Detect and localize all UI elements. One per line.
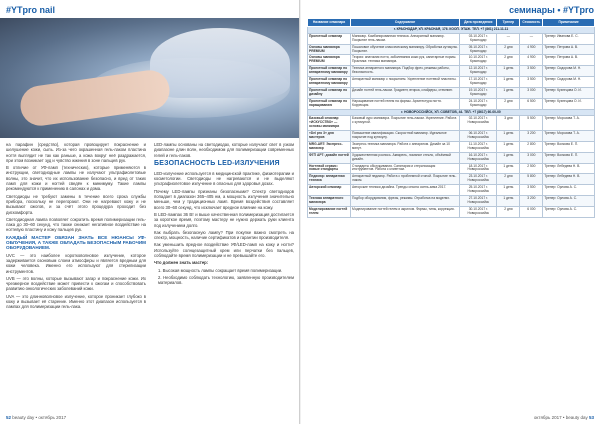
table-cell: 27.10.2017 г. Новороссийск bbox=[460, 196, 497, 207]
table-cell: 18.10.2017 г. Новороссийск bbox=[460, 163, 497, 174]
table-cell: 1 день bbox=[497, 163, 520, 174]
article-columns bbox=[6, 142, 294, 404]
table-cell: Авторские техники дизайна. Тренды сезона осень-зима 2017. bbox=[351, 185, 460, 196]
article-column-1 bbox=[6, 142, 146, 404]
table-cell: Проектный семинар по аппаратному маникюру bbox=[308, 66, 351, 77]
table-cell: Теория: анатомия ногтя, заболевания кожи рук, санитарные нормы. Практика: техника маникюра. bbox=[351, 55, 460, 66]
table-cell: 25.10.2017 г. Новороссийск bbox=[460, 185, 497, 196]
table-cell: 1 день bbox=[497, 66, 520, 77]
paragraph: Светодиодная лампа позволяет сократить время полимеризации гель-лака до 30–60 секунд, что также снижает негативное воздействие на ногтевую пластину и кожу пальцев рук. bbox=[6, 216, 146, 233]
table-row bbox=[308, 87, 595, 98]
table-row bbox=[308, 152, 595, 163]
table-cell: Авторский семинар bbox=[308, 185, 351, 196]
column-header: Примечание bbox=[543, 19, 595, 27]
table-row bbox=[308, 185, 595, 196]
table-cell: 03.10.2017 г. Краснодар bbox=[460, 33, 497, 44]
list-title: Что должен знать мастер: bbox=[154, 260, 209, 266]
left-page-footer bbox=[6, 415, 66, 420]
column-header: Дата проведения bbox=[460, 19, 497, 27]
table-cell: Основы маникюра PREMIUM bbox=[308, 44, 351, 55]
table-cell: 11.10.2017 г. Новороссийск bbox=[460, 141, 497, 152]
table-cell: 2 500 bbox=[520, 163, 543, 174]
table-cell: Подбор оборудования, фрезы, режимы. Отработка на моделях. bbox=[351, 196, 460, 207]
table-cell: Художественная роспись. Акварель, ломаное стекло, объёмный дизайн. bbox=[351, 152, 460, 163]
table-cell: 3 000 bbox=[520, 87, 543, 98]
table-cell: 1 день bbox=[497, 141, 520, 152]
table-row bbox=[308, 44, 595, 55]
section-title: г. НОВОРОССИЙСК, УЛ. СОВЕТОВ, 44. ТЕЛ. +7 (8617) 60-00-00 bbox=[308, 109, 595, 116]
table-cell: «Dеl рrо 3» для мастеров bbox=[308, 131, 351, 142]
table-cell: 3 000 bbox=[520, 152, 543, 163]
photo-hand bbox=[18, 68, 172, 128]
table-cell: Экспресс-техника маникюра. Работа с аппаратом. Дизайн за 10 минут. bbox=[351, 141, 460, 152]
table-section-row bbox=[308, 26, 595, 33]
paragraph: В LED-лампах 36 Вт и выше качественная полимеризация достигается за короткое время, поэтому мастеру не нужно держать руки клиента под излучением долго. bbox=[154, 211, 294, 228]
table-cell: Проектный семинар по аппаратному маникюру bbox=[308, 77, 351, 88]
table-cell: 6 500 bbox=[520, 98, 543, 109]
table-cell: 1 день bbox=[497, 196, 520, 207]
table-row bbox=[308, 98, 595, 109]
table-cell: 2 800 bbox=[520, 141, 543, 152]
table-cell: Маникюр. Комбинированная техника. Аппаратный маникюр. Покрытие гель-лаком. bbox=[351, 33, 460, 44]
table-row bbox=[308, 33, 595, 44]
table-cell: 3 дня bbox=[497, 116, 520, 131]
table-cell: Тренер: Петрова А. В. bbox=[543, 44, 595, 55]
list-item: 2. Необходимо соблюдать технологию, заявленную производителем материалов. bbox=[158, 274, 294, 286]
table-cell: Техника аппаратного маникюра bbox=[308, 196, 351, 207]
table-cell: Тренер: Иванова Е. С. bbox=[543, 33, 595, 44]
table-row bbox=[308, 131, 595, 142]
table-cell: 3 500 bbox=[520, 185, 543, 196]
table-cell: 17.10.2017 г. Краснодар bbox=[460, 77, 497, 88]
table-cell: 1 день bbox=[497, 152, 520, 163]
table-cell: 5 500 bbox=[520, 116, 543, 131]
table-cell: Тренер: Волкова Е. П. bbox=[543, 141, 595, 152]
table-cell: 1 день bbox=[497, 87, 520, 98]
section-heading: БЕЗОПАСНОСТЬ LED-ИЗЛУЧЕНИЯ bbox=[154, 159, 280, 167]
section-title: г. КРАСНОДАР, УЛ. КРАСНАЯ, 176. КООП. ЭТАЖ. ТЕЛ. +7 (861) 211-11-11 bbox=[308, 26, 595, 33]
table-cell: 06.10.2017 г. Новороссийск bbox=[460, 131, 497, 142]
table-cell: Тренер: Орлова А. С. bbox=[543, 196, 595, 207]
table-row bbox=[308, 55, 595, 66]
column-header: Тренер bbox=[497, 19, 520, 27]
right-page bbox=[300, 0, 600, 424]
table-cell: 3 500 bbox=[520, 77, 543, 88]
table-section-row bbox=[308, 109, 595, 116]
paragraph: Почему LED-лампы признаны безопасными? Спектр светодиодов попадает в диапазон 365–405 нм, а мощность излучения значительно меньше, чем у традиционных ламп. Время воздействия составляет всего 30–60 секунд, что исключает вредное влияние на кожу. bbox=[154, 188, 294, 210]
table-cell: Повышение квалификации. Скоростной маникюр. Идеальное покрытие под кутикулу. bbox=[351, 131, 460, 142]
table-cell: 1 день bbox=[497, 131, 520, 142]
table-cell: MRG-ART: Экспресс-маникюр bbox=[308, 141, 351, 152]
table-cell: 4 900 bbox=[520, 55, 543, 66]
table-cell: Проектный семинар bbox=[308, 33, 351, 44]
manicure-lamp-photo bbox=[0, 18, 300, 138]
table-cell: Аппаратный маникюр с покрытием. Укрепление ногтевой пластины. bbox=[351, 77, 460, 88]
paragraph: Как выбрать безопасную лампу? При покупке важно смотреть на спектр, мощность, наличие сертификатов и гарантии производителя. bbox=[154, 229, 294, 241]
table-cell: 1 день bbox=[497, 77, 520, 88]
table-cell: 16.10.2017 г. Новороссийск bbox=[460, 152, 497, 163]
table-cell: Тренер: Петрова А. В. bbox=[543, 55, 595, 66]
page-number: 52 bbox=[6, 415, 12, 420]
table-cell: 5 800 bbox=[520, 174, 543, 185]
table-cell: Тренер: Волкова Е. П. bbox=[543, 152, 595, 163]
table-cell: 23.10.2017 г. Новороссийск bbox=[460, 174, 497, 185]
table-cell: 05.10.2017 г. Краснодар bbox=[460, 44, 497, 55]
table-row bbox=[308, 116, 595, 131]
paragraph: В отличие от УФ-ламп (технических), которые применяются в инструкции, светодиодные лампы не излучают ультрафиолетовые волны, это значит, что их использование безопасно, и вред от таких ламп для кожи и ногтей сведён к минимуму. Такие лампы рекомендуются к применению в салонах и дома. bbox=[6, 165, 146, 192]
table-cell: — bbox=[497, 33, 520, 44]
table-cell: 19.10.2017 г. Краснодар bbox=[460, 87, 497, 98]
table-cell: Тренер: Кузнецова О. И. bbox=[543, 98, 595, 109]
table-cell: 2 дня bbox=[497, 55, 520, 66]
footer-text: beauty day • октябрь 2017 bbox=[12, 415, 67, 420]
table-cell: Пошаговое обучение классическому маникюру. Обработка кутикулы. Покрытие. bbox=[351, 44, 460, 55]
paragraph: UVB — это волны, которые вызывают загар и покраснение кожи. Их чрезмерное воздействие может привести к ожогам и способствовать развитию онкологических заболеваний кожи. bbox=[6, 275, 146, 292]
table-cell: 2 дня bbox=[497, 44, 520, 55]
column-header: Название семинара bbox=[308, 19, 351, 27]
table-cell: Ногтевой сервис: новые стандарты bbox=[308, 163, 351, 174]
table-cell: Тренер: Лебедева Н. В. bbox=[543, 174, 595, 185]
table-cell: 10.10.2017 г. Краснодар bbox=[460, 55, 497, 66]
right-page-footer bbox=[534, 415, 594, 420]
table-cell: Стандарты обслуживания. Санитария и стерилизация инструментов. Работа с клиентом. bbox=[351, 163, 460, 174]
table-cell: Основы маникюра PREMIUM bbox=[308, 55, 351, 66]
paragraph: Светодиоды не требуют замены в течение всего срока службы прибора, поскольку не перегорают. Они не нагревают кожу и не вызывают ожогов, и за счёт этого процедура проходит без дискомфорта. bbox=[6, 193, 146, 215]
table-cell: Базовый семинар «ИСКУССТВО» — основы маникюра bbox=[308, 116, 351, 131]
table-cell: Техника аппаратного маникюра. Подбор фрез, режимы работы, безопасность. bbox=[351, 66, 460, 77]
table-cell: Дизайн ногтей гель-лаком. Градиент, втирка, слайдеры, стемпинг. bbox=[351, 87, 460, 98]
table-cell: Наращивание ногтей гелем на формы. Архитектура ногтя. Коррекция. bbox=[351, 98, 460, 109]
table-cell: Моделирование ногтей гелем bbox=[308, 206, 351, 217]
list-item: 1. Высокая мощность лампы сокращает время полимеризации. bbox=[158, 267, 283, 273]
column-header: Стоимость bbox=[520, 19, 543, 27]
table-row bbox=[308, 163, 595, 174]
right-page-header: семинары • #YTpro bbox=[509, 5, 594, 15]
table-row bbox=[308, 174, 595, 185]
subheading: КАЖДЫЙ МАСТЕР ОБЯЗАН ЗНАТЬ ВСЕ НЮАНСЫ УФ-ОБЛУЧЕНИЯ, А ТАКЖЕ ОБЛАДАТЬ БЕЗОПАСНЫМ РАБОЧИМ ОБОРУДОВАНИЕМ. bbox=[6, 234, 146, 251]
table-row bbox=[308, 206, 595, 217]
table-cell: Тренер: Кузнецова О. И. bbox=[543, 87, 595, 98]
table-cell: 24.10.2017 г. Краснодар bbox=[460, 98, 497, 109]
table-cell: 02.10.2017 г. Новороссийск bbox=[460, 116, 497, 131]
paragraph: LED-лампы основаны на светодиодах, которые излучают свет в узком диапазоне длин волн, необходимом для полимеризации современных гелей и гель-лаков. bbox=[154, 142, 294, 158]
table-cell: 4 900 bbox=[520, 44, 543, 55]
seminar-table bbox=[307, 18, 595, 218]
table-cell: Тренер: Лебедева Н. В. bbox=[543, 163, 595, 174]
table-cell: Педикюр: аппаратная техника bbox=[308, 174, 351, 185]
table-cell: ФГП АРТ: дизайн ногтей bbox=[308, 152, 351, 163]
table-cell: 30.10.2017 г. Новороссийск bbox=[460, 206, 497, 217]
table-cell: Моделирование ногтей гелем и акрилом. Формы, типы, коррекция. bbox=[351, 206, 460, 217]
table-cell: Проектный семинар по дизайну bbox=[308, 87, 351, 98]
photo-lamp bbox=[150, 28, 290, 98]
table-cell: 6 000 bbox=[520, 206, 543, 217]
table-cell: 12.10.2017 г. Краснодар bbox=[460, 66, 497, 77]
table-row bbox=[308, 77, 595, 88]
table-cell: Тренер: Орлова А. С. bbox=[543, 185, 595, 196]
paragraph: UVA — это длинноволновое излучение, которое проникает глубоко в кожу и вызывает её старение. Именно этот диапазон используется в лампах для полимеризации гель-лака. bbox=[6, 293, 146, 310]
table-row bbox=[308, 196, 595, 207]
table-cell: Тренер: Морозова Т. А. bbox=[543, 131, 595, 142]
table-cell: — bbox=[520, 33, 543, 44]
table-cell: 1 день bbox=[497, 185, 520, 196]
table-row bbox=[308, 141, 595, 152]
paragraph: LED-излучение используется в медицинской практике, физиотерапии и косметологии. Светодиоды не нагреваются и не выделяют ультрафиолетовое излучение в опасных для здоровья дозах. bbox=[154, 170, 294, 187]
table-cell: 3 200 bbox=[520, 131, 543, 142]
paragraph: Как уменьшить вредное воздействие УФ/LED-ламп на кожу и ногти? Используйте солнцезащитный крем или перчатки без пальцев, соблюдайте время полимеризации и не превышайте его. bbox=[154, 242, 294, 259]
table-cell: Проектный семинар по наращиванию bbox=[308, 98, 351, 109]
table-row bbox=[308, 66, 595, 77]
table-cell: Тренер: Морозова Т. А. bbox=[543, 116, 595, 131]
table-cell: 3 500 bbox=[520, 66, 543, 77]
table-cell: 2 дня bbox=[497, 98, 520, 109]
paragraph: на парафин (средство), которая провоцирует покраснение и шелушение кожи, сыпь. Из-за чего окрашенная гель-лаком пластина ногтя выглядит не так как раньше, а кожа вокруг неё раздражается, при этом возникает зуд и чувство жжения в зоне пальцев рук. bbox=[6, 142, 146, 163]
table-cell: Тренер: Сидорова М. Н. bbox=[543, 77, 595, 88]
table-cell: Тренер: Орлова А. С. bbox=[543, 206, 595, 217]
footer-text: октябрь 2017 • beauty day bbox=[533, 415, 588, 420]
table-cell: Базовый курс маникюра. Покрытие гель-лаком. Укрепление. Работа с кутикулой. bbox=[351, 116, 460, 131]
table-cell: Тренер: Сидорова М. Н. bbox=[543, 66, 595, 77]
table-header-row bbox=[308, 19, 595, 27]
table-cell: 2 дня bbox=[497, 206, 520, 217]
left-page-header: #YTpro nail bbox=[6, 5, 56, 15]
column-header: Содержание bbox=[351, 19, 460, 27]
table-cell: 2 дня bbox=[497, 174, 520, 185]
table-body bbox=[308, 26, 595, 217]
page-number: 53 bbox=[588, 415, 594, 420]
paragraph: UVC — это наиболее коротковолновое излучение, которое задерживается озоновым слоем атмосферы и является вредным для кожи человека. Именно его используют для стерилизации инструментов. bbox=[6, 252, 146, 274]
article-column-2 bbox=[154, 142, 294, 404]
table-cell: Аппаратный педикюр. Работа с проблемной стопой. Покрытие гель-лаком. bbox=[351, 174, 460, 185]
table-cell: 3 200 bbox=[520, 196, 543, 207]
